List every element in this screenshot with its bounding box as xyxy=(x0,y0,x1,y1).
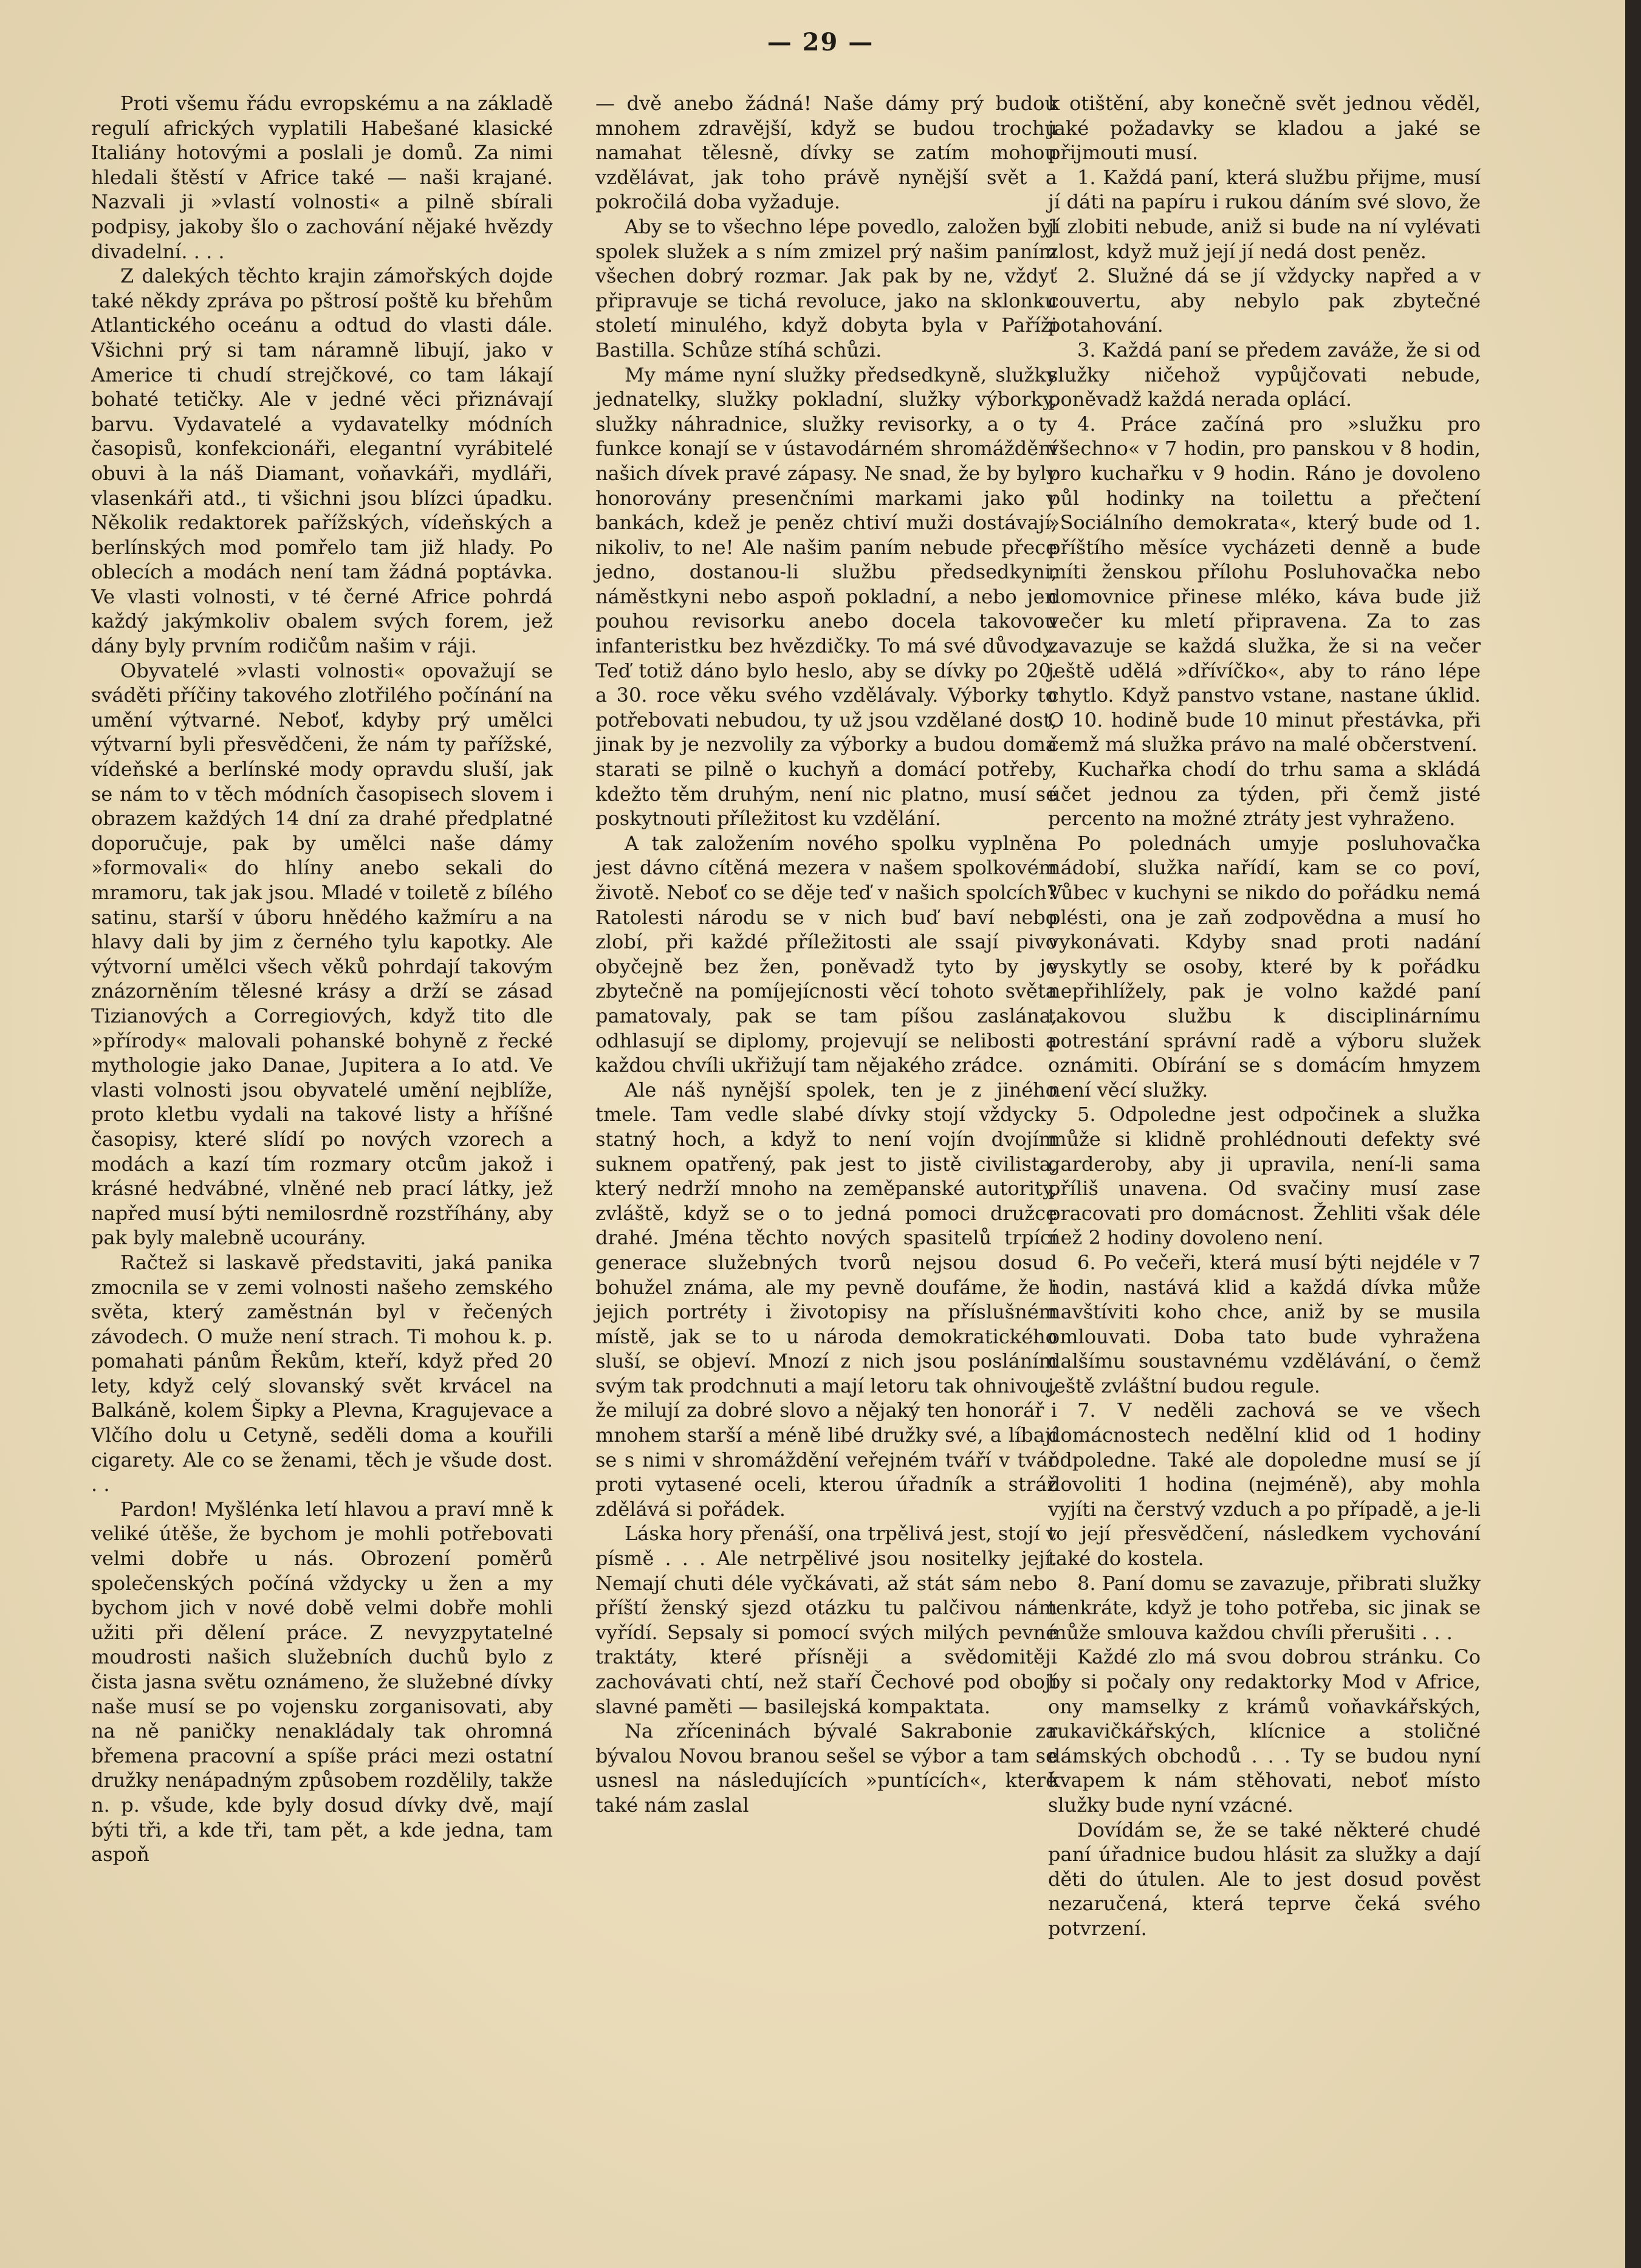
rule-item-5: 5. Odpoledne jest odpočinek a služka může si klidně prohlédnouti defekty své garderoby, aby ji upravila, není-li sama příliš unavena. Od svačiny musí zase pracovati pro domácnost. Žehliti však déle než 2 hodiny dovoleno není. xyxy=(1048,1103,1481,1250)
paragraph: Kuchařka chodí do trhu sama a skládá účet jednou za týden, při čemž jisté percento na možné ztráty jest vyhraženo. xyxy=(1048,758,1481,831)
text-column-3 xyxy=(1048,91,1481,1941)
paragraph: Proti všemu řádu evropskému a na základě regulí afrických vyplatili Habešané klasické Italiány hotovými a poslali je domů. Za nimi hledali štěstí v Africe také — naši krajané. Nazvali ji »vlastí volnosti« a pilně sbírali podpisy, jakoby šlo o zachování nějaké hvězdy divadelní. . . . xyxy=(91,92,553,263)
rule-item-4: 4. Práce začíná pro »služku pro všechno« v 7 hodin, pro panskou v 8 hodin, pro kuchařku v 9 hodin. Ráno je dovoleno půl hodinky na toilettu a přečtení »Sociálního demokrata«, který bude od 1. příštího měsíce vycházeti denně a bude míti ženskou přílohu Posluhovačka nebo domovnice přinese mléko, káva bude již večer ku mletí připravena. Za to zas zavazuje se každá služka, že si na večer ještě udělá »dřívíčko«, aby to ráno lépe chytlo. Když panstvo vstane, nastane úklid. O 10. hodině bude 10 minut přestávka, při čemž má služka právo na malé občerstvení. xyxy=(1048,412,1481,756)
text-column-2 xyxy=(595,91,1057,1818)
paragraph: Obyvatelé »vlasti volnosti« opovažují se sváděti příčiny takového zlotřilého počínání na umění výtvarné. Neboť, kdyby prý umělci výtvarní byli přesvědčeni, že nám ty pařížské, vídeňské a berlínské mody opravdu sluší, jak se nám to v těch módních časopisech slovem i obrazem každých 14 dní za drahé předplatné doporučuje, pak by umělci naše dámy »formovali« do hlíny anebo sekali do mramoru, tak jak jsou. Mladé v toiletě z bílého satinu, starší v úboru hnědého kažmíru a na hlavy dali by jim z černého tylu kapotky. Ale výtvorní umělci všech věků pohrdají takovým znázorněním tělesné krásy a drží se zásad Tizianových a Corregiových, když tito dle »přírody« malovali pohanské bohyně z řecké mythologie jako Danae, Jupitera a Io atd. Ve vlasti volnosti jsou obyvatelé umění nejblíže, proto kletbu vydali na takové listy a hříšné časopisy, které slídí po nových vzorech a modách a kazí tím rozmary otcům jakož i krásné hedvábné, vlněné neb prací látky, jež napřed musí býti nemilosrdně rozstříhány, aby pak byly malebně ucourány. xyxy=(91,659,553,1250)
rule-item-6: 6. Po večeři, která musí býti nejdéle v 7 hodin, nastává klid a každá dívka může navštíviti koho chce, aniž by se musila omlouvati. Doba tato bude vyhražena dalšímu soustavnému vzdělávání, o čemž ještě zvláštní budou regule. xyxy=(1048,1250,1481,1397)
paragraph: Aby se to všechno lépe povedlo, založen byl spolek služek a s ním zmizel prý našim paním všechen dobrý rozmar. Jak pak by ne, vždyť připravuje se tichá revoluce, jako na sklonku století minulého, když dobyta byla v Paříži Bastilla. Schůze stíhá schůzi. xyxy=(595,214,1057,361)
paragraph: Dovídám se, že se také některé chudé paní úřadnice budou hlásit za služky a dají děti do útulen. Ale to jest dosud pověst nezaručená, která teprve čeká svého potvrzení. xyxy=(1048,1818,1481,1940)
paragraph: Každé zlo má svou dobrou stránku. Co by si počaly ony redaktorky Mod v Africe, ony mamselky z krámů voňavkářských, rukavičkářských, klícnice a stoličné dámských obchodů . . . Ty se budou nyní kvapem k nám stěhovati, neboť místo služky bude nyní vzácné. xyxy=(1048,1645,1481,1817)
paragraph: Račtež si laskavě představiti, jaká panika zmocnila se v zemi volnosti našeho zemského světa, který zaměstnán byl v řečených závodech. O muže není strach. Ti mohou k. p. pomahati pánům Řekům, kteří, když před 20 lety, když celý slovanský svět krvácel na Balkáně, kolem Šipky a Plevna, Kragujevace a Vlčího dolu u Cetyně, seděli doma a kouřili cigarety. Ale co se ženami, těch je všude dost. . . xyxy=(91,1250,553,1496)
scan-edge-strip xyxy=(1625,0,1641,2268)
paragraph: Po polednách umyje posluhovačka nádobí, služka nařídí, kam se co poví, Vůbec v kuchyni se nikdo do pořádku nemá plésti, ona je zaň zodpovědna a musí ho vykonávati. Kdyby snad proti nadání vyskytly se osoby, které by k pořádku nepřihlížely, pak je volno každé paní takovou službu k disciplinárnímu potrestání správní radě a výboru služek oznámiti. Obírání se s domácím hmyzem není věcí služky. xyxy=(1048,831,1481,1101)
page-number: — 29 — xyxy=(767,28,874,57)
rule-item-1: 1. Každá paní, která službu přijme, musí jí dáti na papíru i rukou dáním své slovo, že jí zlobiti nebude, aniž si bude na ní vylévati zlost, když muž její jí nedá dost peněz. xyxy=(1048,165,1481,263)
rule-item-8: 8. Paní domu se zavazuje, přibrati služky tenkráte, když je toho potřeba, sic jinak se může smlouva každou chvíli přerušiti . . . xyxy=(1048,1571,1481,1644)
rule-item-3: 3. Každá paní se předem zaváže, že si od služky ničehož vypůjčovati nebude, poněvadž každá nerada oplácí. xyxy=(1048,338,1481,411)
paragraph: — dvě anebo žádná! Naše dámy prý budou mnohem zdravější, když se budou trochu namahat tělesně, dívky se zatím mohou vzdělávat, jak toho právě nynější svět a pokročilá doba vyžaduje. xyxy=(595,92,1057,214)
paragraph: k otištění, aby konečně svět jednou věděl, jaké požadavky se kladou a jaké se přijmouti musí. xyxy=(1048,92,1481,165)
rule-item-7: 7. V neděli zachová se ve všech domácnostech nedělní klid od 1 hodiny odpoledne. Také ale dopoledne musí se jí dovoliti 1 hodina (nejméně), aby mohla vyjíti na čerstvý vzduch a po případě, a je-li to její přesvědčení, následkem vychování také do kostela. xyxy=(1048,1399,1481,1571)
paragraph: Pardon! Myšlénka letí hlavou a praví mně k veliké útěše, že bychom je mohli potřebovati velmi dobře u nás. Obrození poměrů společenských počíná vždycky u žen a my bychom jich v nové době velmi dobře mohli užiti při dělení práce. Z nevyzpytatelné moudrosti našich služebních duchů bylo z čista jasna světu oznámeno, že služebné dívky naše musí se po vojensku zorganisovati, aby na ně paničky nenakládaly tak ohromná břemena pracovní a spíše práci mezi ostatní družky nenápadným způsobem rozdělily, takže n. p. všude, kde byly dosud dívky dvě, mají býti tři, a kde tři, tam pět, a kde jedna, tam aspoň xyxy=(91,1497,553,1866)
paragraph: A tak založením nového spolku vyplněna jest dávno cítěná mezera v našem spolkovém životě. Neboť co se děje teď v našich spolcích? Ratolesti národu se v nich buď baví nebo zlobí, při každé příležitosti ale ssají pivo obyčejně bez žen, poněvadž tyto by je zbytečně na pomíjejícnosti věcí tohoto světa pamatovaly, pak se tam píšou zaslána, odhlasují se diplomy, projevují se nelibosti a každou chvíli ukřižují tam nějakého zrádce. xyxy=(595,831,1057,1077)
paragraph: Na zříceninách bývalé Sakrabonie za bývalou Novou branou sešel se výbor a tam se usnesl na následujících »puntících«, které také nám zaslal xyxy=(595,1719,1057,1817)
text-column-1 xyxy=(91,91,553,1867)
rule-item-2: 2. Služné dá se jí vždycky napřed a v couvertu, aby nebylo pak zbytečné potahování. xyxy=(1048,264,1481,337)
paragraph: Z dalekých těchto krajin zámořských dojde také někdy zpráva po pštrosí poště ku břehům Atlantického oceánu a odtud do vlasti dále. Všichni prý si tam náramně libují, jako v Americe ti chudí strejčkové, co tam lákají bohaté tetičky. Ale v jedné věci přiznávají barvu. Vydavatelé a vydavatelky módních časopisů, konfekcionáři, elegantní vyrábitelé obuvi à la náš Diamant, voňavkáři, mydláři, vlasenkáři atd., ti všichni jsou blízci úpadku. Několik redaktorek pařížských, vídeňských a berlínských mod pomřelo tam již hlady. Po oblecích a modách není tam žádná poptávka. Ve vlasti volnosti, v té černé Africe pohrdá každý jakýmkoliv obalem svých forem, jež dány byly prvním rodičům našim v ráji. xyxy=(91,264,553,658)
paragraph: Láska hory přenáší, ona trpělivá jest, stojí v písmě . . . Ale netrpělivé jsou nositelky její. Nemají chuti déle vyčkávati, až stát sám nebo příští ženský sjezd otázku tu palčivou nám vyřídí. Sepsaly si pomocí svých milých pevné traktáty, které přísněji a svědomitěji zachovávati chtí, než staří Čechové pod obojí slavné paměti — basilejská kompaktata. xyxy=(595,1522,1057,1718)
paragraph: My máme nyní služky předsedkyně, služky jednatelky, služky pokladní, služky výborky, služky náhradnice, služky revisorky, a o ty funkce konají se v ústavodárném shromáždění našich dívek pravé zápasy. Ne snad, že by byly honorovány presenčními markami jako v bankách, kdež je peněz chtiví muži dostávají, nikoliv, to ne! Ale našim paním nebude přece jedno, dostanou-li službu předsedkyni, náměstkyni nebo aspoň pokladní, a nebo jen pouhou revisorku anebo docela takovou infanteristku bez hvězdičky. To má své důvody. Teď totiž dáno bylo heslo, aby se dívky po 20. a 30. roce věku svého vzdělávaly. Výborky to potřebovati nebudou, ty už jsou vzdělané dost, jinak by je nezvolily za výborky a budou doma starati se pilně o kuchyň a domácí potřeby, kdežto těm druhým, není nic platno, musí se poskytnouti příležitost ku vzdělání. xyxy=(595,363,1057,831)
paragraph: Ale náš nynější spolek, ten je z jiného tmele. Tam vedle slabé dívky stojí vždycky statný hoch, a když to není vojín dvojím suknem opatřený, pak jest to jistě civilista, který nedrží mnoho na zeměpanské autority, zvláště, když se o to jedná pomoci družce drahé. Jména těchto nových spasitelů trpící generace služebných tvorů nejsou dosud bohužel známa, ale my pevně doufáme, že i jejich portréty i životopisy na příslušném místě, jak se to u národa demokratického sluší, se objeví. Mnozí z nich jsou posláním svým tak prodchnuti a mají letoru tak ohnivou, že milují za dobré slovo a nějaký ten honorář i mnohem starší a méně libé družky své, a líbají se s nimi v shromáždění veřejném tváří v tvář proti vytasené oceli, kterou úřadník a stráž zdělává si pořádek. xyxy=(595,1078,1057,1521)
